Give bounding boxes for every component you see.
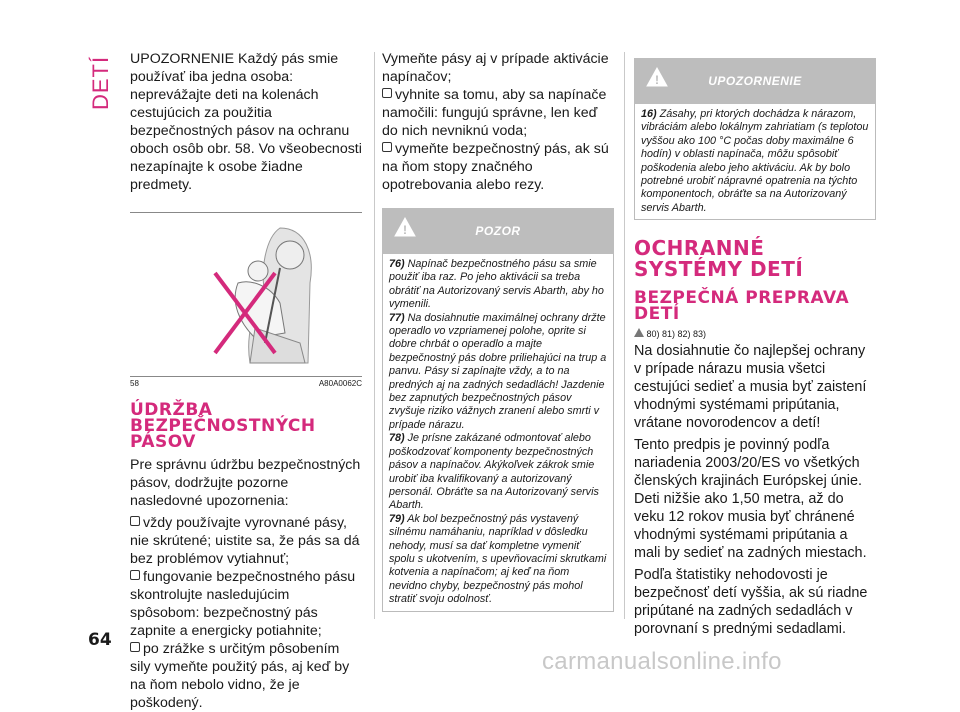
bullet-icon <box>382 88 392 98</box>
warning-references <box>634 328 876 339</box>
note-number: 77) <box>389 311 405 324</box>
figure-code: A80A0062C <box>318 379 362 388</box>
note-item <box>389 312 607 433</box>
paragraph: Tento predpis je povinný podľa nariadenia 2003/20/ES vo všetkých členských krajinách Európskej únie. Deti nižšie ako 1,50 metra, až do veku 12 rokov musia byť chránené vhodnými systémami pripútania a mali by sedieť na zadných miestach. <box>634 437 867 562</box>
column-3 <box>634 50 876 638</box>
chapter-heading: OCHRANNÉ SYSTÉMY DETÍ <box>634 236 804 282</box>
svg-text:!: ! <box>655 73 659 87</box>
bullet-item <box>130 640 362 712</box>
paragraph: Na dosiahnutie čo najlepšej ochrany v prípade nárazu musia všetci cestujúci sedieť a musia byť zaistení vhodnými systémami pripútania, vrátane novorodencov a detí! <box>634 343 867 432</box>
bullet-text: vždy používajte vyrovnané pásy, nie skrútené; uistite sa, že pás sa dá bez problémov vytiahnuť; <box>130 515 360 567</box>
note-number: 78) <box>389 432 405 445</box>
continued-text: Vymeňte pásy aj v prípade aktivácie napínačov; <box>382 51 609 85</box>
column-2 <box>382 50 614 612</box>
note-item <box>641 108 869 215</box>
note-text: Ak bol bezpečnostný pás vystavený silnému namáhaniu, napríklad v dôsledku nehody, musí sa dať kompletne vymeniť spolu s ukotvením, s upevňovacími skrutkami kotvenia a napínačom; aj keď na ňom nevidno chyby, bezpečnostný pás mohol stratiť svoju odolnosť. <box>389 512 607 606</box>
reference-numbers: 80) 81) 82) 83) <box>646 329 707 340</box>
note-number: 79) <box>389 512 405 525</box>
svg-text:!: ! <box>403 223 407 237</box>
bullet-text: vyhnite sa tomu, aby sa napínače namočili: fungujú správne, len keď do nich nevniknú voda; <box>382 87 607 139</box>
warning-callout-header <box>634 58 876 104</box>
bullet-item <box>130 568 362 640</box>
callout-title: POZOR <box>475 224 521 238</box>
bullet-text: vymeňte bezpečnostný pás, ak sú na ňom stopy značného opotrebovania alebo rezy. <box>382 141 609 193</box>
bullet-item <box>130 514 362 568</box>
warning-triangle-icon <box>634 328 644 337</box>
note-item <box>389 432 607 512</box>
section-lead: Pre správnu údržbu bezpečnostných pásov, dodržujte pozorne nasledovné upozornenia: <box>130 457 361 509</box>
bullet-text: po zrážke s určitým pôsobením sily vymeňte použitý pás, aj keď by na ňom nebolo vidno, že je poškodený. <box>130 641 350 711</box>
figure-number: 58 <box>130 379 139 388</box>
warning-intro: UPOZORNENIE Každý pás smie používať iba jedna osoba: neprevážajte deti na kolenách cestujúcich za použitia bezpečnostných pásov na ochranu oboch osôb obr. 58. Vo všeobecnosti nezapínajte k osobe žiadne predmety. <box>130 51 362 193</box>
section-heading: ÚDRŽBA BEZPEČNOSTNÝCH PÁSOV <box>130 400 316 452</box>
note-text: Zásahy, pri ktorých dochádza k nárazom, vibráciám alebo lokálnym zahriatiam (s teplotou vyššou ako 100 °C počas doby maximálne 6 hodín) v oblasti napínača, môžu spôsobiť poškodenia alebo jeho aktiváciu. Ak by bolo potrebné urobiť nápravné opatrenia na týchto komponentoch, obráťte sa na Autorizovaný servis Abarth. <box>641 108 869 214</box>
note-item <box>389 513 607 607</box>
bullet-icon <box>130 642 140 652</box>
note-text: Napínač bezpečnostného pásu sa smie použiť iba raz. Po jeho aktivácii sa treba obrátiť na Autorizovaný servis Abarth, aby ho vymenili. <box>389 258 604 311</box>
column-divider <box>374 52 375 619</box>
child-on-lap-illustration <box>130 213 362 376</box>
bullet-item <box>382 140 614 194</box>
section-heading: BEZPEČNÁ PREPRAVA DETÍ <box>634 288 850 325</box>
bullet-icon <box>382 142 392 152</box>
column-divider <box>624 52 625 619</box>
note-text: Na dosiahnutie maximálnej ochrany držte operadlo vo vzpriamenej polohe, oprite si dobre chrbát o operadlo a majte bezpečnostný pás dobre priliehajúci na trup a panvu. Pásy si zapínajte vždy, a to na predných aj na zadných sedadlách! Jazdenie bez zapnutých bezpečnostných pásov zvyšuje riziko vážnych zranení alebo smrti v prípade nárazu. <box>389 311 607 431</box>
note-number: 76) <box>389 258 405 270</box>
callout-title: UPOZORNENIE <box>708 74 802 88</box>
note-item <box>389 258 607 312</box>
figure-58 <box>130 212 362 377</box>
chapter-tab-label: DETÍ <box>88 55 113 110</box>
caution-callout-header <box>382 208 614 254</box>
bullet-item <box>382 86 614 140</box>
caution-callout-body <box>382 254 614 612</box>
warning-callout-body <box>634 104 876 220</box>
note-number: 16) <box>641 108 657 120</box>
page-number: 64 <box>88 630 112 650</box>
watermark: carmanualsonline.info <box>542 648 782 675</box>
figure-caption <box>130 379 362 388</box>
paragraph: Podľa štatistiky nehodovosti je bezpečnosť detí vyššia, ak sú riadne pripútané na zadných sedadlách v porovnaní s prednými sedadlami. <box>634 567 868 638</box>
bullet-icon <box>130 516 140 526</box>
chapter-tab <box>88 48 114 110</box>
bullet-icon <box>130 570 140 580</box>
note-text: Je prísne zakázané odmontovať alebo poškodzovať komponenty bezpečnostných pásov a napínačov. Akýkoľvek zákrok smie urobiť iba kvalifikovaný a autorizovaný personál. Obráťte sa na Autorizovaný servis Abarth. <box>389 432 599 512</box>
bullet-text: fungovanie bezpečnostného pásu skontrolujte nasledujúcim spôsobom: bezpečnostný pás zapnite a energicky potiahnite; <box>130 569 356 639</box>
column-1 <box>130 50 362 712</box>
